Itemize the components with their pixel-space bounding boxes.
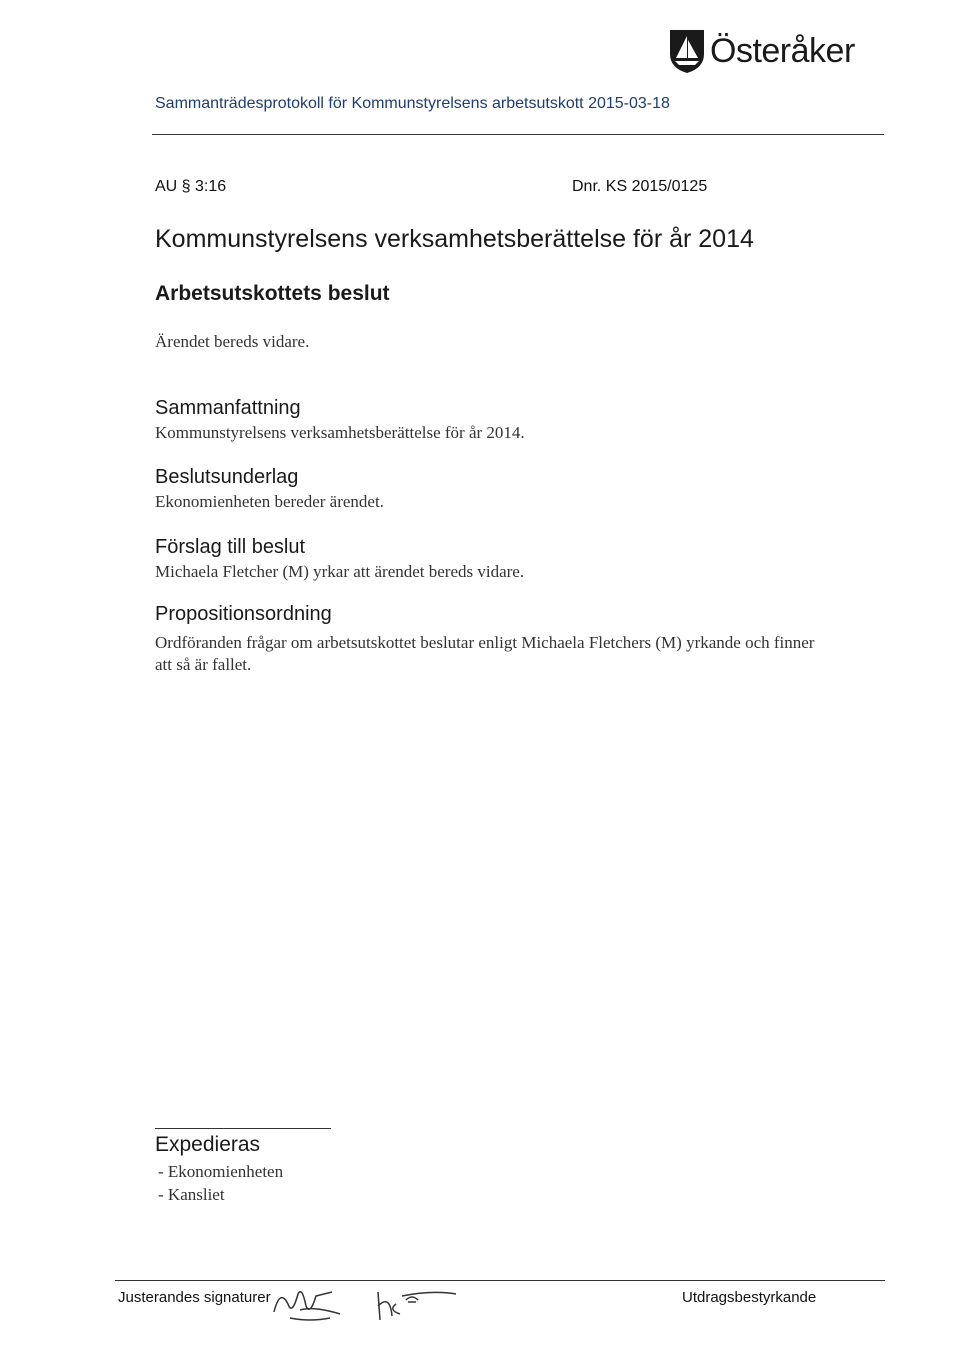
signature-1 [270,1282,350,1324]
signatures-label: Justerandes signaturer [118,1289,271,1306]
expedieras-item: - Kansliet [158,1185,225,1204]
section-text-beslutsunderlag: Ekonomienheten bereder ärendet. [155,492,384,511]
paragraph-number: AU § 3:16 [155,178,227,195]
expedieras-divider [155,1128,331,1129]
section-heading-sammanfattning: Sammanfattning [155,397,301,419]
expedieras-item: - Ekonomienheten [158,1162,284,1181]
municipal-crest-icon [668,28,706,74]
expedieras-heading: Expedieras [155,1133,261,1156]
section-heading-beslutsunderlag: Beslutsunderlag [155,466,299,488]
logo-text: Österåker [710,31,855,70]
footer-divider [115,1280,885,1281]
signature-2 [372,1284,462,1324]
logo [668,28,855,74]
decision-heading: Arbetsutskottets beslut [155,282,390,305]
protocol-header: Sammanträdesprotokoll för Kommunstyrelsens arbetsutskott 2015-03-18 [155,95,670,112]
page-title: Kommunstyrelsens verksamhetsberättelse för år 2014 [155,225,754,253]
section-heading-forslag: Förslag till beslut [155,536,306,558]
section-text-sammanfattning: Kommunstyrelsens verksamhetsberättelse för år 2014. [155,423,525,442]
extract-label: Utdragsbestyrkande [682,1289,817,1306]
case-number: Dnr. KS 2015/0125 [572,178,708,195]
section-heading-propositionsordning: Propositionsordning [155,603,332,625]
decision-text: Ärendet bereds vidare. [155,332,310,351]
section-text-forslag: Michaela Fletcher (M) yrkar att ärendet bereds vidare. [155,562,525,581]
section-text-propositionsordning: Ordföranden frågar om arbetsutskottet beslutar enligt Michaela Fletchers (M) yrkande och finner att så är fallet. [155,633,815,674]
header-divider [152,134,884,135]
